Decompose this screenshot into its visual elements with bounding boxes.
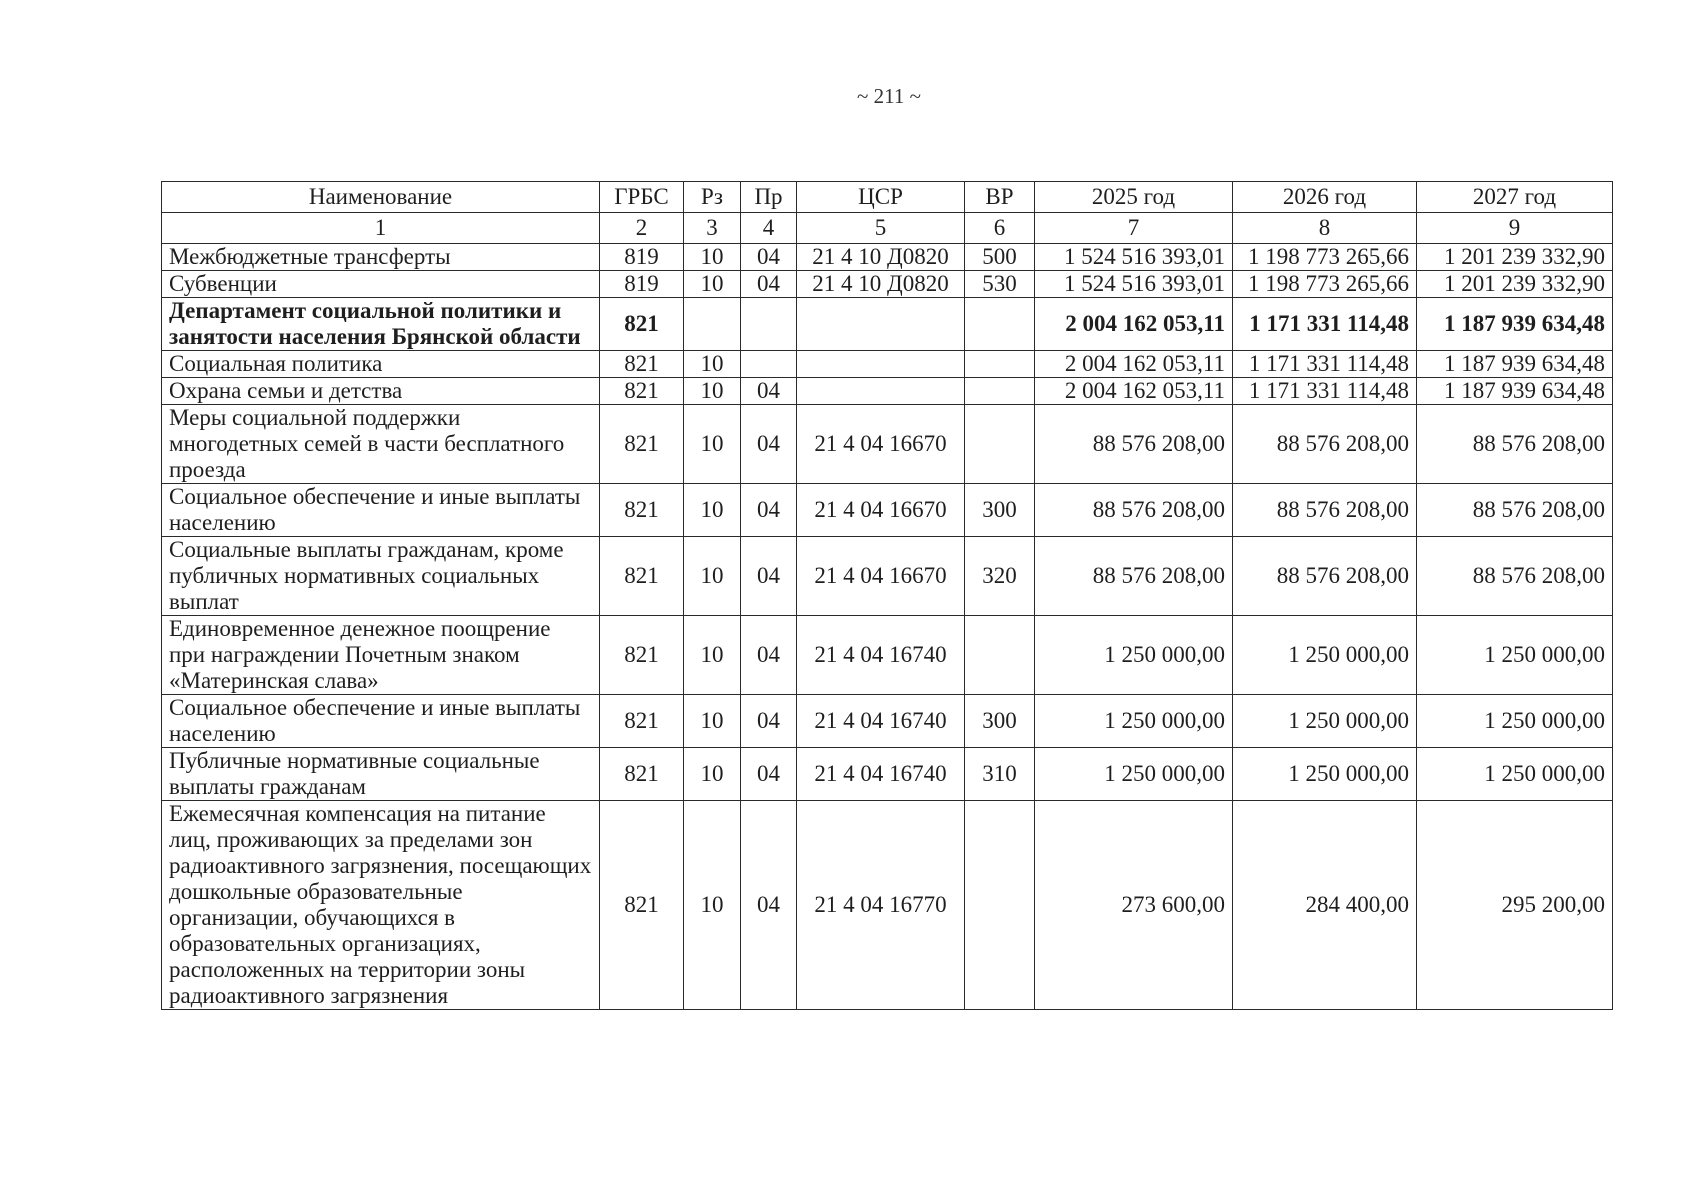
grbs-cell: 819 [600,244,684,271]
name-cell: Публичные нормативные социальные выплаты гражданам [162,748,600,801]
amount-2027-cell: 88 576 208,00 [1417,537,1613,616]
amount-2025-cell: 1 524 516 393,01 [1035,271,1233,298]
pr-cell: 04 [741,616,797,695]
amount-2026-cell: 1 171 331 114,48 [1233,298,1417,351]
name-cell: Межбюджетные трансферты [162,244,600,271]
amount-2025-cell: 2 004 162 053,11 [1035,351,1233,378]
amount-2025-cell: 88 576 208,00 [1035,484,1233,537]
csr-cell: 21 4 04 16670 [797,484,965,537]
column-number-cell: 7 [1035,213,1233,244]
rz-cell: 10 [684,271,741,298]
table-row [162,616,1613,695]
vr-cell [965,801,1035,1010]
header-cell: 2026 год [1233,182,1417,213]
name-cell: Меры социальной поддержки многодетных семей в части бесплатного проезда [162,405,600,484]
pr-cell: 04 [741,695,797,748]
name-cell: Ежемесячная компенсация на питание лиц, проживающих за пределами зон радиоактивного загрязнения, посещающих дошкольные образовательные организации, обучающихся в образовательных организациях, расположенных на территории зоны радиоактивного загрязнения [162,801,600,1010]
amount-2025-cell: 1 250 000,00 [1035,748,1233,801]
header-cell: 2025 год [1035,182,1233,213]
csr-cell: 21 4 10 Д0820 [797,271,965,298]
column-number-cell: 5 [797,213,965,244]
amount-2027-cell: 1 187 939 634,48 [1417,378,1613,405]
amount-2027-cell: 1 250 000,00 [1417,748,1613,801]
vr-cell [965,298,1035,351]
grbs-cell: 821 [600,801,684,1010]
column-number-cell: 3 [684,213,741,244]
amount-2025-cell: 2 004 162 053,11 [1035,378,1233,405]
header-cell: ВР [965,182,1035,213]
name-cell: Социальное обеспечение и иные выплаты населению [162,484,600,537]
amount-2026-cell: 1 198 773 265,66 [1233,271,1417,298]
amount-2026-cell: 1 171 331 114,48 [1233,351,1417,378]
vr-cell: 300 [965,484,1035,537]
rz-cell: 10 [684,351,741,378]
rz-cell: 10 [684,695,741,748]
pr-cell: 04 [741,801,797,1010]
header-cell: Пр [741,182,797,213]
rz-cell: 10 [684,801,741,1010]
header-cell: 2027 год [1417,182,1613,213]
header-cell: ГРБС [600,182,684,213]
name-cell: Единовременное денежное поощрение при награждении Почетным знаком «Материнская слава» [162,616,600,695]
amount-2027-cell: 1 187 939 634,48 [1417,298,1613,351]
rz-cell: 10 [684,748,741,801]
grbs-cell: 821 [600,405,684,484]
pr-cell: 04 [741,484,797,537]
name-cell: Охрана семьи и детства [162,378,600,405]
csr-cell: 21 4 04 16740 [797,748,965,801]
table-row [162,484,1613,537]
table-body [162,182,1613,1010]
rz-cell: 10 [684,244,741,271]
amount-2025-cell: 1 250 000,00 [1035,616,1233,695]
csr-cell: 21 4 04 16740 [797,616,965,695]
amount-2026-cell: 1 171 331 114,48 [1233,378,1417,405]
csr-cell: 21 4 04 16670 [797,537,965,616]
pr-cell: 04 [741,378,797,405]
amount-2026-cell: 88 576 208,00 [1233,405,1417,484]
vr-cell [965,616,1035,695]
rz-cell: 10 [684,484,741,537]
amount-2027-cell: 88 576 208,00 [1417,484,1613,537]
amount-2027-cell: 1 187 939 634,48 [1417,351,1613,378]
grbs-cell: 821 [600,484,684,537]
amount-2026-cell: 284 400,00 [1233,801,1417,1010]
amount-2027-cell: 1 250 000,00 [1417,695,1613,748]
header-cell: Рз [684,182,741,213]
grbs-cell: 821 [600,351,684,378]
table-row [162,351,1613,378]
grbs-cell: 821 [600,748,684,801]
amount-2027-cell: 1 250 000,00 [1417,616,1613,695]
amount-2027-cell: 1 201 239 332,90 [1417,271,1613,298]
table-row [162,695,1613,748]
table-row [162,405,1613,484]
pr-cell: 04 [741,244,797,271]
budget-table [161,181,1613,1010]
name-cell: Социальная политика [162,351,600,378]
csr-cell: 21 4 04 16740 [797,695,965,748]
header-row [162,182,1613,213]
page-number: ~ 211 ~ [857,84,921,108]
vr-cell: 310 [965,748,1035,801]
rz-cell: 10 [684,616,741,695]
grbs-cell: 821 [600,378,684,405]
rz-cell: 10 [684,537,741,616]
amount-2026-cell: 1 250 000,00 [1233,748,1417,801]
csr-cell: 21 4 04 16670 [797,405,965,484]
table-row [162,748,1613,801]
amount-2025-cell: 88 576 208,00 [1035,405,1233,484]
amount-2027-cell: 1 201 239 332,90 [1417,244,1613,271]
vr-cell: 530 [965,271,1035,298]
pr-cell [741,351,797,378]
column-number-cell: 8 [1233,213,1417,244]
pr-cell: 04 [741,748,797,801]
column-number-cell: 2 [600,213,684,244]
table-row [162,271,1613,298]
amount-2025-cell: 273 600,00 [1035,801,1233,1010]
amount-2026-cell: 1 250 000,00 [1233,695,1417,748]
amount-2025-cell: 88 576 208,00 [1035,537,1233,616]
amount-2025-cell: 1 250 000,00 [1035,695,1233,748]
name-cell: Социальные выплаты гражданам, кроме публичных нормативных социальных выплат [162,537,600,616]
grbs-cell: 819 [600,271,684,298]
table-row [162,298,1613,351]
pr-cell: 04 [741,271,797,298]
grbs-cell: 821 [600,298,684,351]
pr-cell [741,298,797,351]
csr-cell: 21 4 04 16770 [797,801,965,1010]
table-row [162,537,1613,616]
column-number-row [162,213,1613,244]
grbs-cell: 821 [600,537,684,616]
amount-2026-cell: 1 250 000,00 [1233,616,1417,695]
table-row [162,244,1613,271]
column-number-cell: 1 [162,213,600,244]
header-cell: ЦСР [797,182,965,213]
table-row [162,801,1613,1010]
amount-2027-cell: 88 576 208,00 [1417,405,1613,484]
csr-cell [797,298,965,351]
column-number-cell: 6 [965,213,1035,244]
vr-cell: 300 [965,695,1035,748]
rz-cell: 10 [684,378,741,405]
amount-2027-cell: 295 200,00 [1417,801,1613,1010]
amount-2025-cell: 1 524 516 393,01 [1035,244,1233,271]
amount-2026-cell: 1 198 773 265,66 [1233,244,1417,271]
header-cell: Наименование [162,182,600,213]
amount-2025-cell: 2 004 162 053,11 [1035,298,1233,351]
rz-cell: 10 [684,405,741,484]
table-row [162,378,1613,405]
csr-cell [797,378,965,405]
vr-cell: 320 [965,537,1035,616]
name-cell: Социальное обеспечение и иные выплаты населению [162,695,600,748]
vr-cell: 500 [965,244,1035,271]
amount-2026-cell: 88 576 208,00 [1233,537,1417,616]
vr-cell [965,405,1035,484]
rz-cell [684,298,741,351]
grbs-cell: 821 [600,616,684,695]
amount-2026-cell: 88 576 208,00 [1233,484,1417,537]
pr-cell: 04 [741,405,797,484]
csr-cell: 21 4 10 Д0820 [797,244,965,271]
pr-cell: 04 [741,537,797,616]
column-number-cell: 9 [1417,213,1613,244]
name-cell: Департамент социальной политики и занятости населения Брянской области [162,298,600,351]
vr-cell [965,351,1035,378]
column-number-cell: 4 [741,213,797,244]
csr-cell [797,351,965,378]
name-cell: Субвенции [162,271,600,298]
vr-cell [965,378,1035,405]
grbs-cell: 821 [600,695,684,748]
